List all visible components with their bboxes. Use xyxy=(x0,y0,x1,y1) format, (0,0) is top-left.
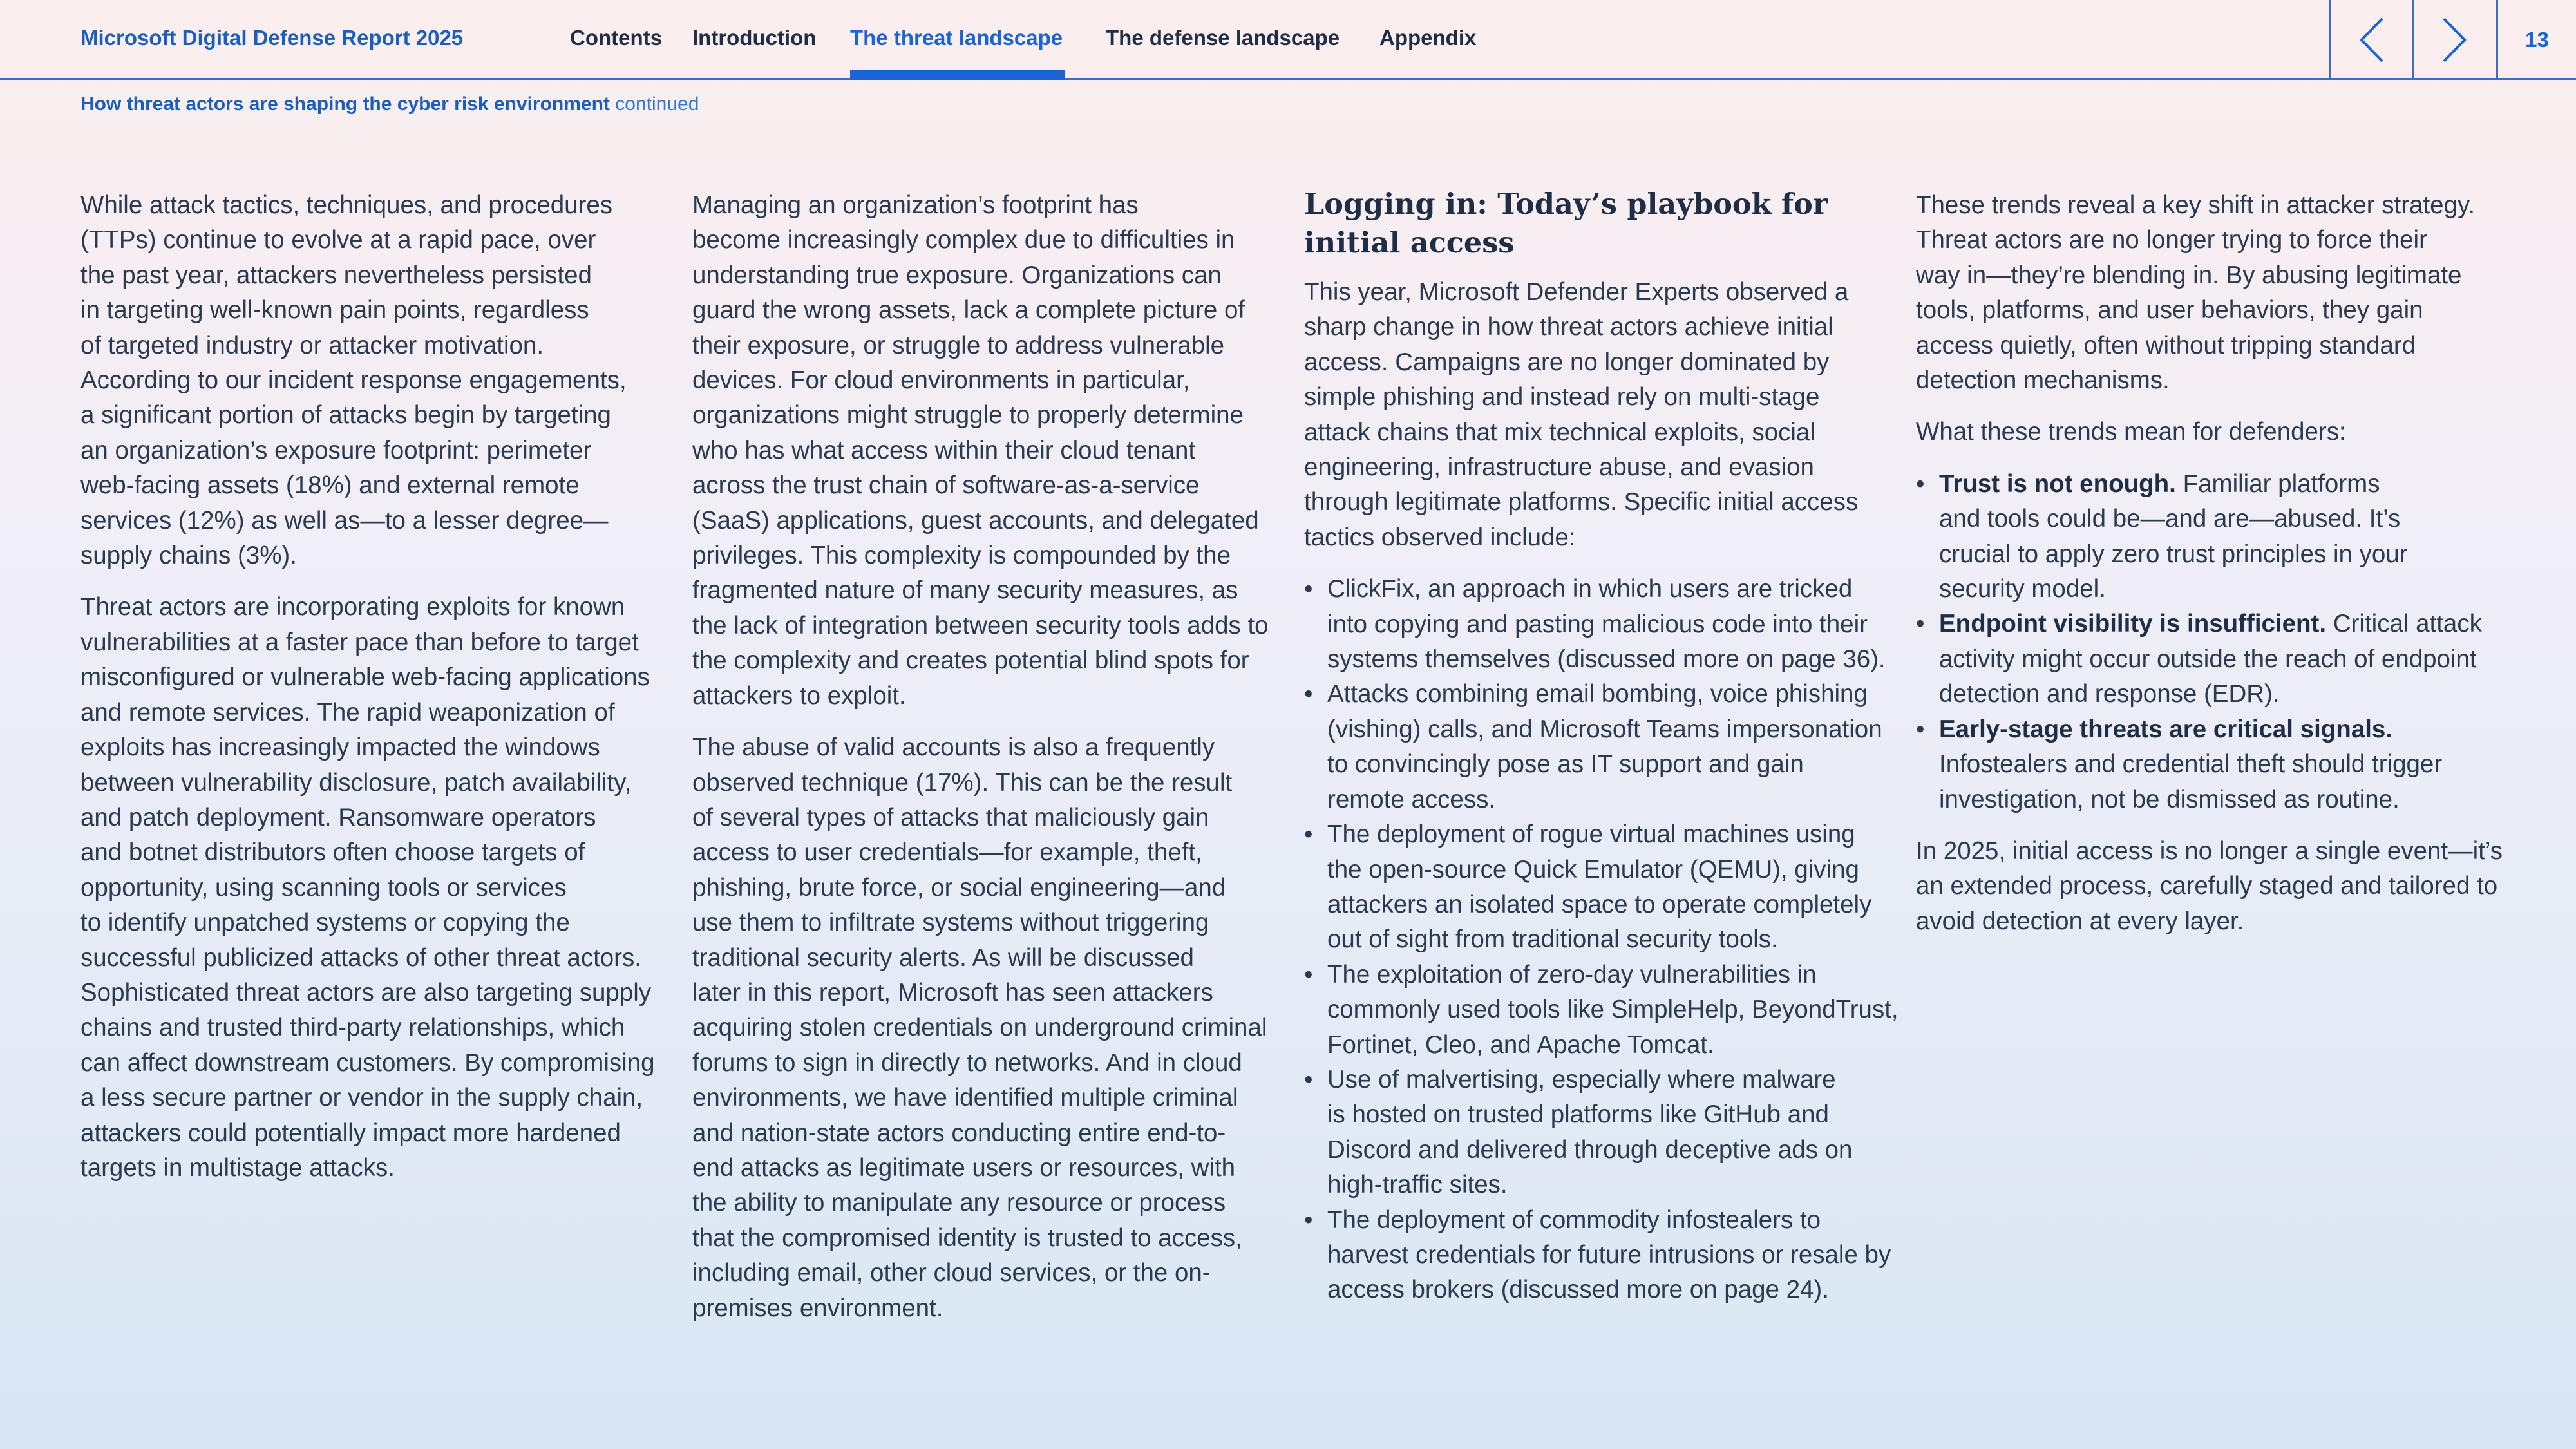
list-item xyxy=(1304,1203,1891,1308)
list-item xyxy=(1304,1063,1884,1203)
text-line: can affect downstream customers. By compromising xyxy=(80,1048,655,1077)
previous-page-button[interactable] xyxy=(2329,0,2412,80)
paragraph xyxy=(1916,834,2508,939)
page-number: 13 xyxy=(2496,0,2576,80)
text-line: exploits has increasingly impacted the windows xyxy=(80,734,600,762)
text-line: attack chains that mix technical exploits, social xyxy=(1304,418,1815,446)
text-line: activity might occur outside the reach of endpoint xyxy=(1939,645,2477,673)
text-line: devices. For cloud environments in particular, xyxy=(692,366,1190,395)
text-line: and remote services. The rapid weaponization of xyxy=(80,698,615,726)
text-line: to convincingly pose as IT support and gain xyxy=(1327,750,1804,779)
text-line: attackers to exploit. xyxy=(692,681,906,710)
text-line: a significant portion of attacks begin by targeting xyxy=(80,401,611,430)
text-line: attackers could potentially impact more hardened xyxy=(80,1119,621,1147)
bold-lead-in: Endpoint visibility is insufficient. xyxy=(1939,610,2327,638)
text-line xyxy=(1939,467,2508,502)
paragraph xyxy=(1304,275,1884,555)
text-line: tactics observed include: xyxy=(1304,523,1576,551)
text-line: access quietly, often without tripping standard xyxy=(1916,331,2416,359)
text-line: their exposure, or struggle to address vulnerable xyxy=(692,331,1225,359)
paragraph xyxy=(692,730,1272,1326)
text-line: between vulnerability disclosure, patch availability, xyxy=(80,768,632,797)
text-line: Threat actors are incorporating exploits for known xyxy=(80,593,625,621)
text-line: detection mechanisms. xyxy=(1916,366,2170,395)
text-line: forums to sign in directly to networks. And in cloud xyxy=(692,1048,1242,1077)
text-line xyxy=(1939,607,2508,641)
nav-introduction[interactable]: Introduction xyxy=(692,26,817,50)
text-line: high-traffic sites. xyxy=(1327,1171,1508,1199)
section-heading xyxy=(1304,185,1884,262)
text-line: • Use of malvertising, especially where malware xyxy=(1327,1065,1836,1094)
text-line: is hosted on trusted platforms like GitHub and xyxy=(1327,1101,1829,1129)
column-3 xyxy=(1304,185,1899,1308)
text-line: observed technique (17%). This can be the result xyxy=(692,768,1233,797)
text-line: that the compromised identity is trusted to access, xyxy=(692,1224,1242,1252)
text-line: organizations might struggle to properly determine xyxy=(692,401,1244,430)
text-line: environments, we have identified multiple criminal xyxy=(692,1084,1238,1112)
text-line: targets in multistage attacks. xyxy=(80,1153,395,1182)
paragraph xyxy=(80,188,660,573)
text-line: and patch deployment. Ransomware operators xyxy=(80,803,596,831)
text-line: (SaaS) applications, guest accounts, and delegated xyxy=(692,506,1259,535)
text-line: the ability to manipulate any resource or process xyxy=(692,1189,1226,1217)
text-line: investigation, not be dismissed as routine. xyxy=(1939,785,2400,813)
text-line: and botnet distributors often choose targets of xyxy=(80,838,585,867)
text-line: in targeting well-known pain points, regardless xyxy=(80,296,589,325)
text-line: of targeted industry or attacker motivation. xyxy=(80,331,544,359)
text-line: guard the wrong assets, lack a complete picture of xyxy=(692,296,1245,325)
paragraph xyxy=(692,188,1272,714)
text-line: an extended process, carefully staged and tailored to xyxy=(1916,872,2498,900)
text-line: The abuse of valid accounts is also a frequently xyxy=(692,734,1215,762)
text-line: tools, platforms, and user behaviors, they gain xyxy=(1916,296,2423,325)
text-line: crucial to apply zero trust principles in your xyxy=(1939,540,2408,568)
breadcrumb xyxy=(80,93,699,115)
text-line: the past year, attackers nevertheless persisted xyxy=(80,261,592,289)
text-line: and nation-state actors conducting entire end-to- xyxy=(692,1119,1226,1147)
text-line: engineering, infrastructure abuse, and evasion xyxy=(1304,453,1814,482)
text-line: • The deployment of rogue virtual machines using xyxy=(1327,820,1855,849)
text-line: and tools could be—and are—abused. It’s xyxy=(1939,505,2401,533)
text-line: sharp change in how threat actors achieve initial xyxy=(1304,313,1833,341)
text-line: premises environment. xyxy=(692,1294,943,1322)
text-line: acquiring stolen credentials on underground criminal xyxy=(692,1014,1267,1042)
column-2 xyxy=(692,188,1272,1326)
text-line: Discord and delivered through deceptive ads on xyxy=(1327,1135,1853,1164)
chevron-left-icon xyxy=(2358,16,2386,64)
list-item xyxy=(1916,467,2508,607)
text-line xyxy=(1939,712,2508,747)
text-line: attackers an isolated space to operate completely xyxy=(1327,890,1872,918)
text-line: access brokers (discussed more on page 24). xyxy=(1327,1276,1829,1304)
text-line: a less secure partner or vendor in the supply chain, xyxy=(80,1084,643,1112)
text-line: detection and response (EDR). xyxy=(1939,680,2280,708)
text-line: who has what access within their cloud tenant xyxy=(692,436,1196,464)
text-line: out of sight from traditional security tools. xyxy=(1327,925,1778,954)
text-line: According to our incident response engagements, xyxy=(80,366,627,395)
text-line: Sophisticated threat actors are also targeting supply xyxy=(80,978,652,1007)
nav-contents[interactable]: Contents xyxy=(570,26,662,50)
text-line: systems themselves (discussed more on page 36). xyxy=(1327,645,1886,674)
text-fragment: Critical attack xyxy=(2326,610,2482,638)
text-line: to identify unpatched systems or copying the xyxy=(80,909,570,937)
text-line: security model. xyxy=(1939,575,2106,603)
text-line: vulnerabilities at a faster pace than before to target xyxy=(80,628,639,656)
text-line: including email, other cloud services, or the on- xyxy=(692,1259,1211,1287)
text-line: chains and trusted third-party relationships, which xyxy=(80,1014,625,1042)
text-fragment: Familiar platforms xyxy=(2175,469,2380,498)
next-page-button[interactable] xyxy=(2412,0,2494,80)
text-line: (TTPs) continue to evolve at a rapid pace, over xyxy=(80,226,596,254)
defender-implications-list xyxy=(1916,467,2508,817)
text-line: access to user credentials—for example, theft, xyxy=(692,838,1202,867)
text-line: supply chains (3%). xyxy=(80,542,297,570)
text-line: privileges. This complexity is compounded by the xyxy=(692,542,1231,570)
breadcrumb-section[interactable]: How threat actors are shaping the cyber risk environment xyxy=(80,93,610,115)
text-line: Threat actors are no longer trying to force their xyxy=(1916,226,2427,254)
text-line: the open-source Quick Emulator (QEMU), giving xyxy=(1327,855,1859,884)
text-line: avoid detection at every layer. xyxy=(1916,907,2244,935)
heading-line: initial access xyxy=(1304,226,1515,260)
column-4 xyxy=(1916,188,2508,939)
tactics-list xyxy=(1304,572,1899,1308)
list-item xyxy=(1304,572,1884,677)
text-line: become increasingly complex due to difficulties in xyxy=(692,226,1235,254)
text-line: through legitimate platforms. Specific initial access xyxy=(1304,488,1859,516)
nav-defense-landscape[interactable]: The defense landscape xyxy=(1106,26,1340,50)
text-line: the lack of integration between security tools adds to xyxy=(692,611,1269,639)
text-line: Fortinet, Cleo, and Apache Tomcat. xyxy=(1327,1030,1714,1059)
text-line: opportunity, using scanning tools or services xyxy=(80,873,567,902)
text-line: across the trust chain of software-as-a-service xyxy=(692,471,1200,500)
bold-lead-in: Early-stage threats are critical signals. xyxy=(1939,715,2393,743)
report-title[interactable]: Microsoft Digital Defense Report 2025 xyxy=(80,26,464,50)
text-line: These trends reveal a key shift in attacker strategy. xyxy=(1916,191,2476,219)
text-line: web-facing assets (18%) and external remote xyxy=(80,471,580,500)
text-line: into copying and pasting malicious code into their xyxy=(1327,610,1868,638)
list-item xyxy=(1304,817,1884,958)
text-line: of several types of attacks that maliciously gain xyxy=(692,803,1209,831)
paragraph: What these trends mean for defenders: xyxy=(1916,418,2346,446)
list-item xyxy=(1304,677,1884,817)
text-line: Infostealers and credential theft should trigger xyxy=(1939,750,2443,779)
text-line: • ClickFix, an approach in which users are tricked xyxy=(1327,575,1853,603)
text-line: In 2025, initial access is no longer a single event—it’s xyxy=(1916,837,2503,865)
text-line: successful publicized attacks of other threat actors. xyxy=(80,943,641,972)
top-navigation-bar xyxy=(0,0,2576,80)
text-line: Managing an organization’s footprint has xyxy=(692,191,1139,219)
text-line: remote access. xyxy=(1327,785,1496,813)
text-line: misconfigured or vulnerable web-facing applications xyxy=(80,663,650,692)
text-line: access. Campaigns are no longer dominated by xyxy=(1304,348,1830,376)
breadcrumb-suffix: continued xyxy=(615,93,699,115)
text-line: end attacks as legitimate users or resources, with xyxy=(692,1153,1236,1182)
text-line: fragmented nature of many security measures, as xyxy=(692,576,1238,605)
text-line: • Attacks combining email bombing, voice phishing xyxy=(1327,680,1868,708)
text-line: way in—they’re blending in. By abusing legitimate xyxy=(1916,261,2462,289)
list-item xyxy=(1916,607,2508,712)
text-line: the complexity and creates potential blind spots for xyxy=(692,647,1249,675)
text-line: • The deployment of commodity infostealers to xyxy=(1327,1206,1821,1234)
text-line: This year, Microsoft Defender Experts observed a xyxy=(1304,278,1849,306)
text-line: (vishing) calls, and Microsoft Teams impersonation xyxy=(1327,715,1882,743)
active-tab-indicator xyxy=(850,70,1065,80)
column-1 xyxy=(80,188,660,1186)
text-line: services (12%) as well as—to a lesser degree— xyxy=(80,506,609,535)
text-line: an organization’s exposure footprint: perimeter xyxy=(80,436,592,464)
paragraph xyxy=(80,590,660,1186)
text-line: phishing, brute force, or social engineering—and xyxy=(692,873,1226,902)
bold-lead-in: Trust is not enough. xyxy=(1939,469,2176,498)
list-item xyxy=(1916,712,2508,817)
text-line: simple phishing and instead rely on multi-stage xyxy=(1304,383,1820,412)
text-line: traditional security alerts. As will be discussed xyxy=(692,943,1194,972)
paragraph xyxy=(1916,188,2508,398)
text-line: • The exploitation of zero-day vulnerabilities in xyxy=(1327,960,1817,989)
nav-appendix[interactable]: Appendix xyxy=(1379,26,1477,50)
nav-threat-landscape[interactable]: The threat landscape xyxy=(850,26,1063,50)
list-item xyxy=(1304,958,1899,1063)
heading-line: Logging in: Today’s playbook for xyxy=(1304,187,1828,221)
text-line: understanding true exposure. Organizations can xyxy=(692,261,1222,289)
text-line: use them to infiltrate systems without triggering xyxy=(692,909,1209,937)
chevron-right-icon xyxy=(2440,16,2468,64)
text-line: later in this report, Microsoft has seen attackers xyxy=(692,978,1213,1007)
text-line: While attack tactics, techniques, and procedures xyxy=(80,191,613,219)
text-line: harvest credentials for future intrusions or resale by xyxy=(1327,1240,1891,1269)
text-line: commonly used tools like SimpleHelp, BeyondTrust, xyxy=(1327,996,1899,1024)
